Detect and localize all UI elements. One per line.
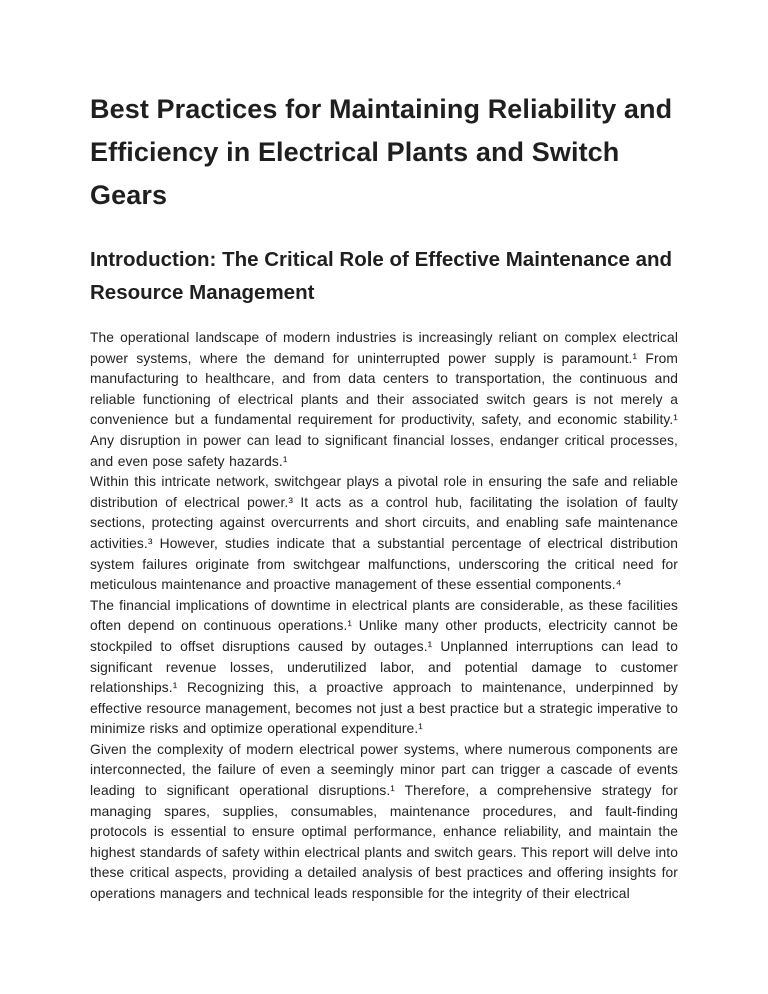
paragraph-1: The operational landscape of modern industries is increasingly reliant on complex electrical power systems, where the demand for uninterrupted power supply is paramount.¹ From manufacturing to healthcare, and from data centers to transportation, the continuous and reliable functioning of electrical plants and their associated switch gears is not merely a convenience but a fundamental requirement for productivity, safety, and economic stability.¹ Any disruption in power can lead to significant financial losses, endanger critical processes, and even pose safety hazards.¹ xyxy=(90,330,678,469)
section-heading-introduction: Introduction: The Critical Role of Effective Maintenance and Resource Management xyxy=(90,248,673,304)
paragraph-4: Given the complexity of modern electrical power systems, where numerous components are interconnected, the failure of even a seemingly minor part can trigger a cascade of events leading to significant operational disruptions.¹ Therefore, a comprehensive strategy for managing spares, supplies, consumables, maintenance procedures, and fault-finding protocols is essential to ensure optimal performance, enhance reliability, and maintain the highest standards of safety within electrical plants and switch gears. This report will delve into these critical aspects, providing a detailed analysis of best practices and offering insights for operations managers and technical leads responsible for the integrity of their electrical xyxy=(90,741,678,902)
document-body xyxy=(90,328,678,905)
paragraph-2: Within this intricate network, switchgear plays a pivotal role in ensuring the safe and reliable distribution of electrical power.³ It acts as a control hub, facilitating the isolation of faulty sections, protecting against overcurrents and short circuits, and enabling safe maintenance activities.³ However, studies indicate that a substantial percentage of electrical distribution system failures originate from switchgear malfunctions, underscoring the critical need for meticulous maintenance and proactive management of these essential components.⁴ xyxy=(90,474,678,593)
paragraph-3: The financial implications of downtime in electrical plants are considerable, as these facilities often depend on continuous operations.¹ Unlike many other products, electricity cannot be stockpiled to offset disruptions caused by outages.¹ Unplanned interruptions can lead to significant revenue losses, underutilized labor, and potential damage to customer relationships.¹ Recognizing this, a proactive approach to maintenance, underpinned by effective resource management, becomes not just a best practice but a strategic imperative to minimize risks and optimize operational expenditure.¹ xyxy=(90,597,678,737)
document-title: Best Practices for Maintaining Reliability and Efficiency in Electrical Plants and Switch Gears xyxy=(90,94,673,210)
